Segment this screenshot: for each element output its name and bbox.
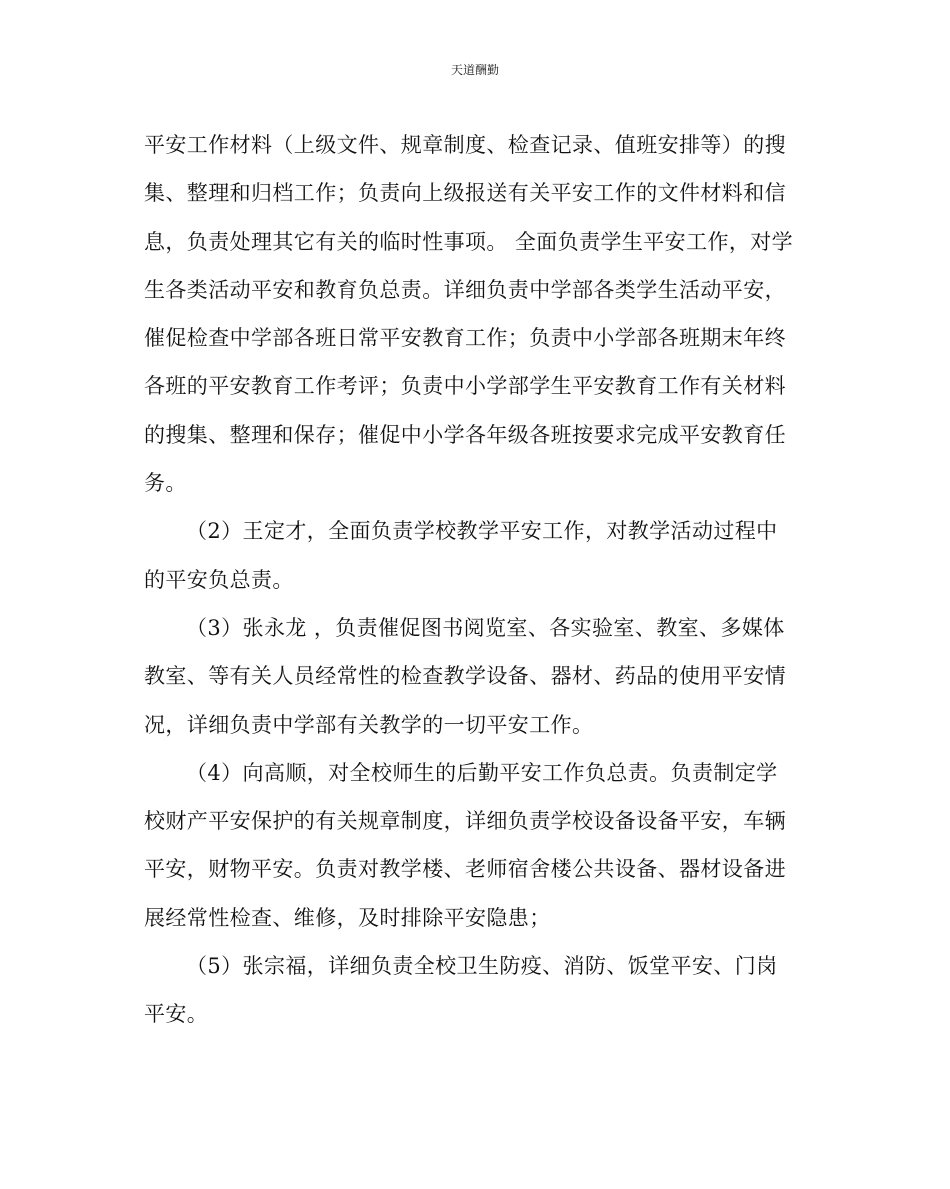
paragraph-item-5 [144,942,806,1039]
text-line: （3）张永龙 ，负责催促图书阅览室、各实验室、教室、多媒体 [186,615,785,640]
paragraph-item-3 [144,604,806,749]
text-line: （5）张宗福，详细负责全校卫生防疫、消防、饭堂平安、门岗 [186,954,778,979]
paragraph-item-2 [144,507,806,604]
text-line: 平安。 [144,1002,209,1027]
text-line: 况，详细负责中学部有关教学的一切平安工作。 [144,712,594,737]
paragraph-continuation [144,121,806,507]
text-line: 各班的平安教育工作考评；负责中小学部学生平安教育工作有关材料 [144,374,786,399]
text-line: 务。 [144,471,187,496]
text-line: 校财产平安保护的有关规章制度，详细负责学校设备设备平安，车辆 [144,809,786,834]
text-line: 生各类活动平安和教育负总责。详细负责中学部各类学生活动平安， [144,277,786,302]
text-line: 的搜集、整理和保存；催促中小学各年级各班按要求完成平安教育任 [144,422,786,447]
paragraph-item-4 [144,749,806,942]
text-line: 教室、等有关人员经常性的检查教学设备、器材、药品的使用平安情 [144,664,786,689]
text-line: （4）向高顺，对全校师生的后勤平安工作负总责。负责制定学 [186,760,778,785]
text-line: （2）王定才，全面负责学校教学平安工作，对教学活动过程中 [186,519,778,544]
document-body [144,121,806,1039]
text-line: 息，负责处理其它有关的临时性事项。 全面负责学生平安工作，对学 [144,229,794,254]
text-line: 的平安负总责。 [144,567,294,592]
text-line: 催促检查中学部各班日常平安教育工作；负责中小学部各班期末年终 [144,326,786,351]
text-line: 平安工作材料（上级文件、规章制度、检查记录、值班安排等）的搜 [144,133,786,157]
text-line: 展经常性检查、维修，及时排除平安隐患； [144,905,551,930]
text-line: 平安，财物平安。负责对教学楼、老师宿舍楼公共设备、器材设备进 [144,857,786,882]
text-line: 集、整理和归档工作；负责向上级报送有关平安工作的文件材料和信 [144,181,786,206]
page-header: 天道酬勤 [450,63,499,77]
